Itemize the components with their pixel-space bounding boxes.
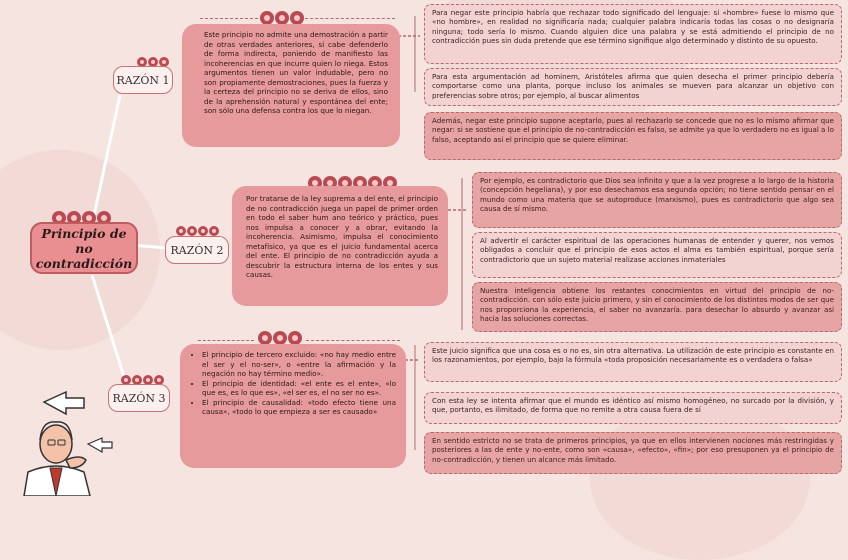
razon-1-label: RAZÓN 1 (113, 66, 173, 94)
razon-3-bullets (180, 344, 406, 468)
flower-icon (260, 11, 304, 25)
razon-3-detail-1: Este juicio significa que una cosa es o no es, sin otra alternativa. La utilización de este principio es constante en los razonamientos, por ejemplo, bajo la fórmula «toda proposición necesariamente es o verdadera o falsa» (424, 342, 842, 382)
razon-3-label: RAZÓN 3 (108, 384, 170, 412)
divider (305, 18, 395, 19)
bullet-item: • El principio de tercero excluido: «no hay medio entre el ser y el no-ser», o «entre la afirmación y la negación no hay término medio». (202, 350, 396, 379)
razon-2-summary: Por tratarse de la ley suprema a del ente, el principio de no contradicción juega un papel de primer orden en todo el saber hum ano teórico y práctico, pues nos impulsa a conocer y a obrar, evitando la incoherencia. Asimismo, impulsa el conocimiento metafísico, ya que es el juicio fundamental acerca del ente. El principio de no contradicción ayuda a descubrir la estructura interna de los entes y sus causas. (232, 186, 448, 306)
bullet-item: • El principio de identidad: «el ente es el ente», «lo que es, es lo que es», «el ser es, el no ser no es». (202, 379, 396, 398)
razon-2-label: RAZÓN 2 (165, 236, 229, 264)
divider (200, 18, 258, 19)
divider (198, 340, 254, 341)
razon-2-detail-2: Al advertir el carácter espiritual de las operaciones humanas de entender y querer, nos vemos obligados a concluir que el principio de esos actos el alma es también espiritual, porque sería contradictorio que un sujeto material realizase acciones inmateriales (472, 232, 842, 278)
razon-1-detail-2: Para esta argumentación ad hominem, Aristóteles afirma que quien desecha el primer principio debería comportarse como una planta, porque incluso los animales se mueven para alcanzar un objetivo con preferencias sobre otros; por ejemplo, al buscar alimentos (424, 68, 842, 106)
flower-icon (176, 226, 219, 236)
divider (306, 340, 400, 341)
flower-icon (258, 331, 302, 345)
bullet-item: • El principio de causalidad: «todo efecto tiene una causa», «todo lo que empieza a ser es causado» (202, 398, 396, 417)
thinking-man-icon (6, 390, 116, 496)
razon-2-detail-1: Por ejemplo, es contradictorio que Dios sea infinito y que a la vez progrese a lo largo de la historia (concepción hegeliana), y por eso desechamos esa segunda opción; no tiene sentido pensar en el mundo como una materia que se autoproduce (marxismo), pues es contradictorio que algo sea causa de sí mismo. (472, 172, 842, 228)
main-topic: Principio de no contradicción (30, 222, 138, 274)
razon-2-detail-3: Nuestra inteligencia obtiene los restantes conocimientos en virtud del principio de no-contradicción. con sólo este juicio primero, y sin el conocimiento de los distintos modos de ser que nos proporciona la experiencia, el saber no avanzaría. para desechar lo absurdo y avanzar así hacia las soluciones correctas. (472, 282, 842, 332)
razon-1-summary: Este principio no admite una demostración a partir de otras verdades anteriores, si cabe defenderlo de forma indirecta, poniendo de manifiesto las incoherencias en que incurre quien lo niega. Estos argumentos tienen un valor indudable, pero no son propiamente demostraciones, pues la fuerza y la certeza del principio no se deriva de ellos, sino de la aprehensión natural y espontánea del ente; son sólo una defensa contra los que lo niegan. (182, 24, 400, 147)
arrow-left-icon (44, 392, 84, 414)
razon-3-detail-3: En sentido estricto no se trata de primeros principios, ya que en ellos intervienen nociones más restringidas y posteriores a las de ente y no-ente, como son «causa», «efecto», «fin»; por eso presuponen ya el principio de no-contradicción, y tienen un alcance más limitado. (424, 432, 842, 474)
razon-3-detail-2: Con esta ley se intenta afirmar que el mundo es idéntico así mismo homogéneo, no surcado por la división, y que, portanto, es ilimitado, de forma que no remite a otra causa fuera de sí (424, 392, 842, 424)
razon-1-detail-1: Para negar este principio habría que rechazar todo significado del lenguaje: si «hombre» fuese lo mismo que «no hombre», en realidad no significaría nada; cualquier palabra indicaría todas las cosas o no designaría ninguna; todo sería lo mismo. Cuando alguien dice una palabra y se está admitiendo el principio de no contradicción pues sin duda pretende que ese término signifique algo determinado y distinto de su opuesto. (424, 4, 842, 64)
razon-1-detail-3: Además, negar este principio supone aceptarlo, pues al rechazarlo se concede que no es lo mismo afirmar que negar: si se sostiene que el principio de no-contradicción es falso, se admite ya que lo verdadero no es igual a lo falso, aceptando así el principio que se quiere eliminar. (424, 112, 842, 160)
